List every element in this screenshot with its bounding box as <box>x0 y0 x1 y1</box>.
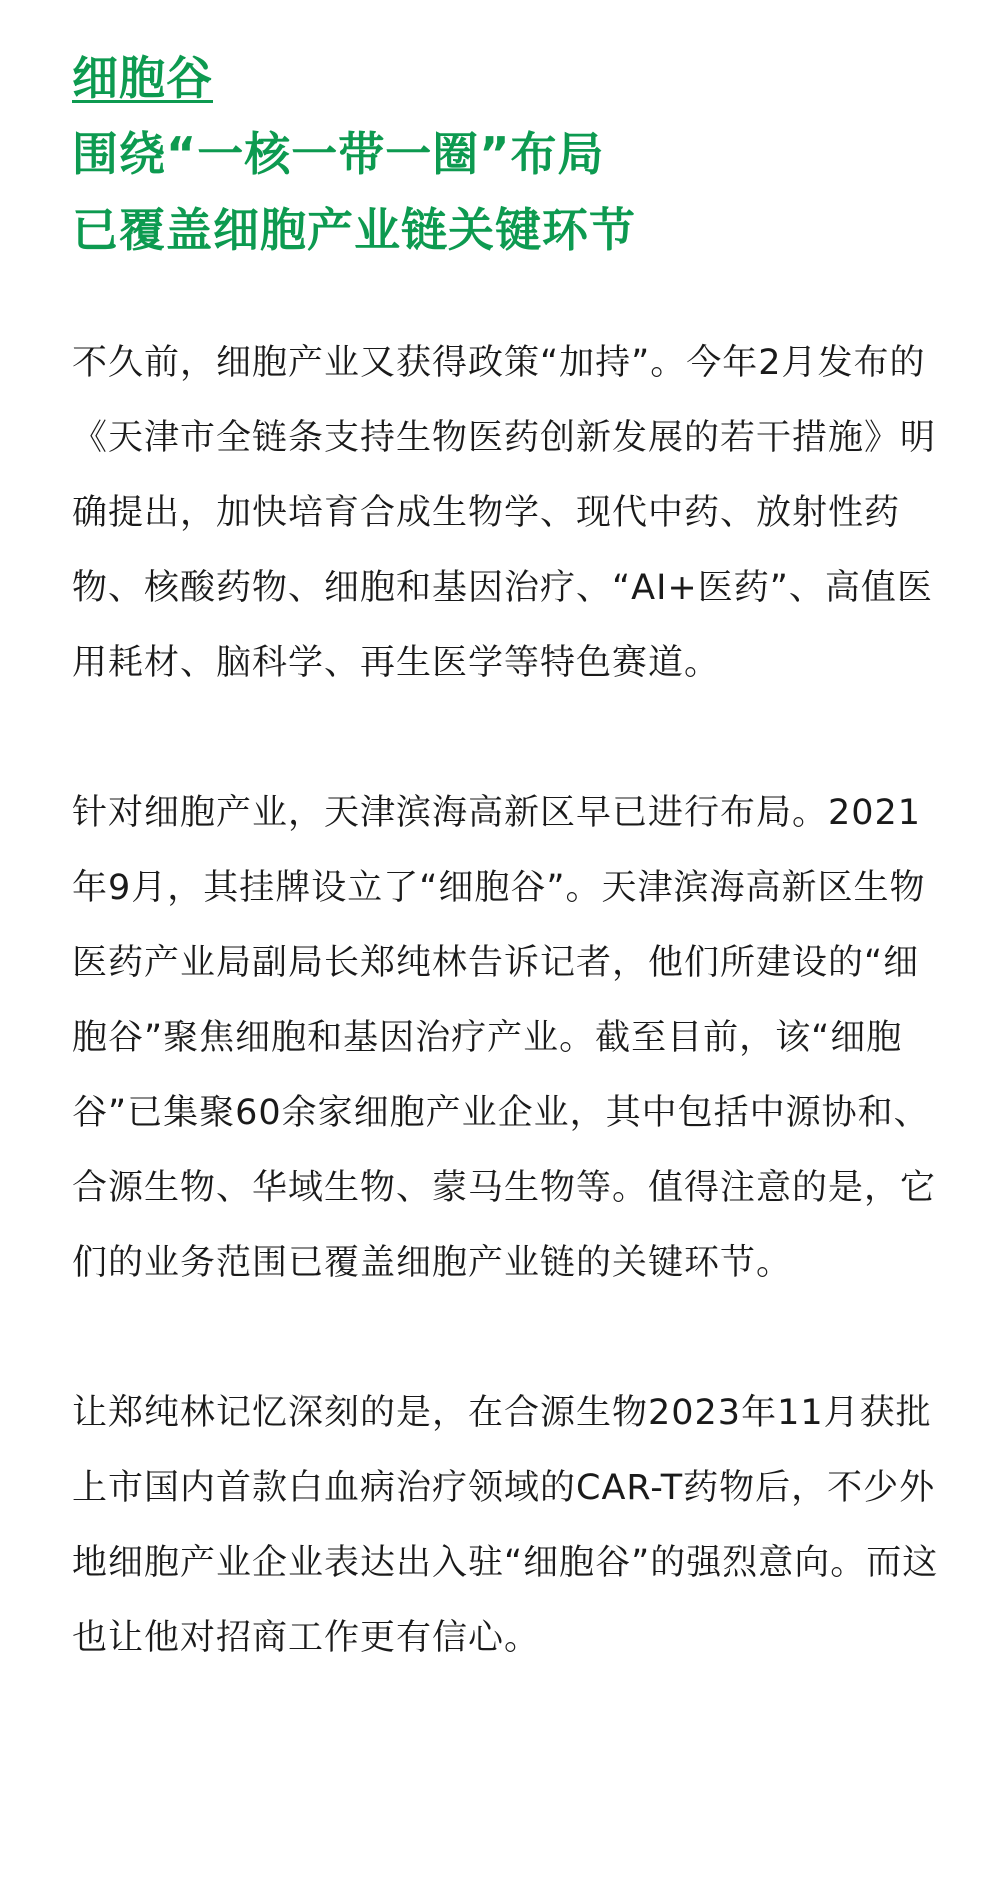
headline-line-2: 围绕“一核一带一圈”布局 <box>72 127 605 181</box>
article <box>72 40 952 1751</box>
headline-line-3: 已覆盖细胞产业链关键环节 <box>72 203 636 257</box>
paragraph-investment: 让郑纯林记忆深刻的是，在合源生物2023年11月获批上市国内首款白血病治疗领域的CAR-T药物后，不少外地细胞产业企业表达出入驻“细胞谷”的强烈意向。而这也让他对招商工作更有信心。 <box>72 1393 939 1658</box>
headline <box>72 40 952 268</box>
paragraph-policy: 不久前，细胞产业又获得政策“加持”。今年2月发布的《天津市全链条支持生物医药创新发展的若干措施》明确提出，加快培育合成生物学、现代中药、放射性药物、核酸药物、细胞和基因治疗、“AI+医药”、高值医用耗材、脑科学、再生医学等特色赛道。 <box>72 343 937 683</box>
paragraph-cell-valley: 针对细胞产业，天津滨海高新区早已进行布局。2021年9月，其挂牌设立了“细胞谷”。天津滨海高新区生物医药产业局副局长郑纯林告诉记者，他们所建设的“细胞谷”聚焦细胞和基因治疗产业。截至目前，该“细胞谷”已集聚60余家细胞产业企业，其中包括中源协和、合源生物、华域生物、蒙马生物等。值得注意的是，它们的业务范围已覆盖细胞产业链的关键环节。 <box>72 793 937 1283</box>
headline-line-1 <box>72 40 952 116</box>
headline-keyword: 细胞谷 <box>72 51 213 105</box>
